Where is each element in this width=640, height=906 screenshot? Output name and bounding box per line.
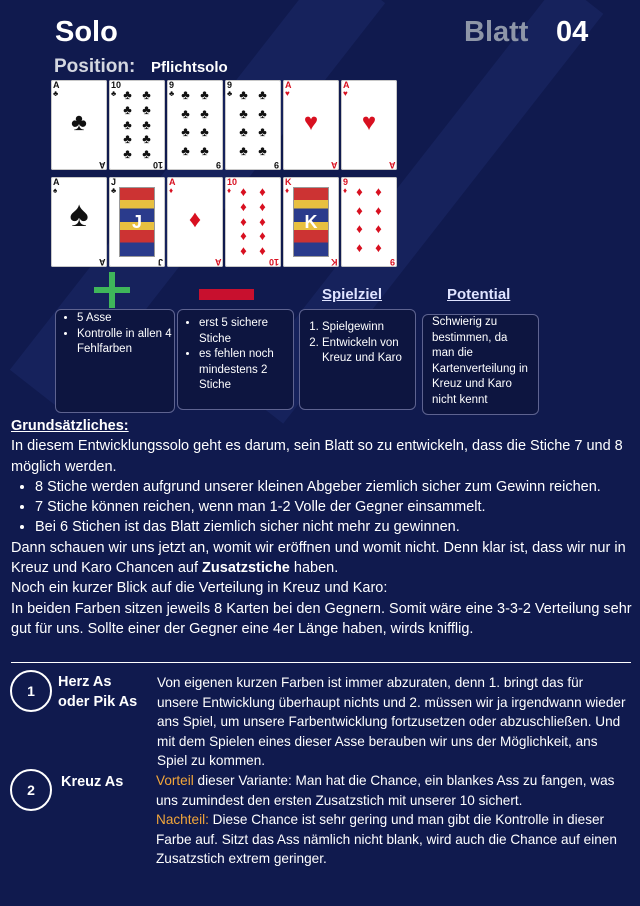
card-suit-icon: ♦: [227, 186, 232, 195]
card-suit-icon: ♣: [111, 89, 117, 98]
card-suit-icon: ♣: [239, 142, 248, 158]
card-suit-icon: ♦: [259, 228, 266, 244]
card-rank: A: [98, 257, 105, 267]
card-suit-icon: ♣: [258, 87, 267, 102]
card-rank: A: [285, 80, 292, 90]
card-suit-icon: ♥: [303, 109, 319, 136]
potential-heading: Potential: [447, 286, 511, 303]
option-text: Von eigenen kurzen Farben ist immer abzuraten, denn 1. bringt das für unsere Entwicklung überhaupt nichts und 2. müssen wir ja irgendwann wieder ans Spiel, um unsere Farbentwicklung fortzusetzen oder abzuschließen. Und mit dem Spielen eines dieser Asse berauben wir uns der Möglichkeit, ans Spiel zu kommen.: [157, 675, 626, 769]
card-rank: A: [98, 160, 105, 170]
card-suit-icon: ♣: [258, 142, 267, 158]
card-suit-icon: ♦: [240, 198, 247, 214]
card-rank: 10: [111, 80, 122, 90]
card-suit-icon: ♥: [343, 89, 348, 98]
page-title: Solo: [55, 16, 118, 48]
section-heading: Grundsätzliches:: [11, 418, 129, 434]
card-suit-icon: ♦: [356, 221, 363, 236]
card-rank: A: [53, 80, 60, 90]
minus-icon: [199, 289, 254, 300]
card-suit-icon: ♣: [181, 87, 190, 102]
card-suit-icon: ♣: [200, 124, 209, 139]
card-pips: [234, 185, 272, 259]
card-suit-icon: ♦: [240, 213, 247, 229]
playing-card: [109, 177, 165, 267]
card-suit-icon: ♣: [239, 124, 248, 139]
card-suit-icon: ♣: [111, 186, 117, 195]
card-rank: 9: [215, 160, 221, 170]
card-rank: 10: [152, 160, 163, 170]
card-suit-icon: ♠: [53, 186, 58, 195]
card-rank: K: [330, 257, 337, 267]
intro-paragraph: In diesem Entwicklungssolo geht es darum, sein Blatt so zu entwickeln, dass die Stiche 7 und 8 möglich werden.: [11, 438, 623, 475]
card-suit-icon: ♣: [200, 142, 209, 158]
card-rank: A: [330, 160, 337, 170]
card-suit-icon: ♣: [123, 131, 132, 147]
card-rank: 10: [227, 177, 238, 187]
card-rank: 10: [268, 257, 279, 267]
divider: [11, 662, 631, 663]
card-suit-icon: ♣: [142, 131, 151, 147]
plus-box: [55, 309, 175, 413]
card-suit-icon: ♦: [259, 198, 266, 214]
bullet-item: • 8 Stiche werden aufgrund unserer kleinen Abgeber ziemlich sicher zum Gewinn reichen.: [35, 477, 633, 497]
card-hand: [51, 80, 397, 270]
nachteil-label: Nachteil:: [156, 812, 209, 828]
card-suit-icon: ♦: [240, 243, 247, 259]
body-text: [11, 416, 633, 639]
position-value: Pflichtsolo: [151, 59, 228, 76]
card-suit-icon: ♣: [142, 101, 151, 117]
card-suit-icon: ♦: [188, 206, 202, 233]
card-suit-icon: ♣: [169, 89, 175, 98]
minus-item: • es fehlen noch mindestens 2 Stiche: [199, 347, 293, 394]
card-suit-icon: ♣: [123, 87, 132, 102]
card-suit-icon: ♣: [181, 105, 190, 121]
paragraph-text: haben.: [289, 560, 339, 577]
card-rank: A: [214, 257, 221, 267]
card-suit-icon: ♣: [200, 105, 209, 121]
potential-text: Schwierig zu bestimmen, da man die Kartenverteilung in Kreuz und Karo nicht kennt: [432, 316, 528, 406]
spielziel-box: [299, 309, 416, 410]
card-rank: 9: [343, 177, 349, 187]
card-pips: [234, 88, 272, 162]
card-pips: [118, 88, 156, 162]
bold-term: Zusatzstiche: [202, 560, 290, 577]
card-rank: 9: [389, 257, 395, 267]
plus-icon: [94, 272, 130, 308]
card-suit-icon: ♦: [343, 186, 348, 195]
card-suit-icon: ♣: [258, 124, 267, 139]
card-rank: J: [157, 257, 163, 267]
paragraph: Noch ein kurzer Blick auf die Verteilung in Kreuz und Karo:: [11, 580, 388, 597]
card-rank: 9: [227, 80, 233, 90]
card-rank: J: [111, 177, 117, 187]
paragraph: [11, 538, 633, 579]
playing-card: [51, 80, 107, 170]
card-suit-icon: ♣: [142, 116, 151, 132]
paragraph: In beiden Farben sitzen jeweils 8 Karten bei den Gegnern. Somit wäre eine 3-3-2 Verteilung sehr gut für uns. Sollte einer der Gegner eine 4er Länge haben, wirds knifflig.: [11, 600, 632, 637]
playing-card: [51, 177, 107, 267]
card-rank: A: [343, 80, 350, 90]
face-card-icon: K: [293, 187, 329, 257]
face-card-icon: J: [119, 187, 155, 257]
card-suit-icon: ♦: [240, 228, 247, 244]
card-rank: 9: [169, 80, 175, 90]
card-suit-icon: ♣: [123, 116, 132, 132]
card-suit-icon: ♣: [181, 142, 190, 158]
card-suit-icon: ♦: [259, 184, 266, 199]
card-suit-icon: ♥: [361, 109, 377, 136]
card-suit-icon: ♣: [123, 146, 132, 162]
spielziel-heading: Spielziel: [322, 286, 383, 303]
card-suit-icon: ♣: [239, 105, 248, 121]
playing-card: [283, 177, 339, 267]
card-suit-icon: ♣: [142, 87, 151, 102]
card-suit-icon: ♣: [123, 101, 132, 117]
card-pips: [176, 88, 214, 162]
card-suit-icon: ♣: [142, 146, 151, 162]
blatt-number: 04: [556, 16, 589, 48]
card-suit-icon: ♦: [375, 221, 382, 236]
card-suit-icon: ♣: [53, 89, 59, 98]
card-suit-icon: ♥: [285, 89, 290, 98]
playing-card: [225, 177, 281, 267]
card-rank: A: [53, 177, 60, 187]
card-suit-icon: ♣: [239, 87, 248, 102]
card-suit-icon: ♣: [200, 87, 209, 102]
playing-card: [167, 177, 223, 267]
paragraph-text: Dann schauen wir uns jetzt an, womit wir eröffnen und womit nicht. Denn klar ist, dass wir nur in Kreuz und Karo Chancen auf: [11, 539, 626, 577]
playing-card: [109, 80, 165, 170]
option-title: Kreuz As: [61, 774, 124, 790]
card-suit-icon: ♦: [356, 202, 363, 218]
card-suit-icon: ♦: [240, 184, 247, 199]
bullet-item: • 7 Stiche können reichen, wenn man 1-2 Volle der Gegner einsammelt.: [35, 497, 633, 517]
position-label: Position:: [54, 56, 136, 77]
card-suit-icon: ♠: [69, 193, 89, 234]
card-rank: 9: [273, 160, 279, 170]
plus-item: • Kontrolle in allen 4 Fehlfarben: [77, 327, 174, 358]
playing-card: [167, 80, 223, 170]
card-suit-icon: ♦: [356, 184, 363, 199]
option-number-circle: 1: [10, 670, 52, 712]
card-suit-icon: ♣: [181, 124, 190, 139]
card-suit-icon: ♦: [169, 186, 174, 195]
option-number-circle: 2: [10, 769, 52, 811]
playing-card: [283, 80, 339, 170]
card-suit-icon: ♦: [375, 184, 382, 199]
card-suit-icon: ♦: [259, 243, 266, 259]
plus-item: • 5 Asse: [77, 311, 174, 327]
playing-card: [341, 80, 397, 170]
playing-card: [225, 80, 281, 170]
option-text: Vorteil dieser Variante: Man hat die Chance, ein blankes Ass zu fangen, was uns zumindest den ersten Zusatzstich mit unserer 10 sichert. Nachteil: Diese Chance ist sehr gering und man gibt die Kontrolle in dieser Farbe auf. Sitzt das Ass nämlich nicht blank, wird auch die Chance auf einen Zusatzstich extrem geringer.: [156, 773, 617, 867]
card-suit-icon: ♦: [356, 239, 363, 255]
playing-card: [341, 177, 397, 267]
card-rank: K: [285, 177, 292, 187]
card-suit-icon: ♣: [71, 109, 87, 136]
minus-item: • erst 5 sichere Stiche: [199, 316, 293, 347]
card-suit-icon: ♦: [375, 239, 382, 255]
card-pips: [350, 185, 388, 259]
card-rank: A: [388, 160, 395, 170]
card-suit-icon: ♣: [258, 105, 267, 121]
spielziel-item: 2. Entwickeln von Kreuz und Karo: [322, 336, 415, 367]
card-suit-icon: ♦: [375, 202, 382, 218]
potential-box: [422, 314, 539, 415]
card-rank: A: [169, 177, 176, 187]
card-suit-icon: ♦: [259, 213, 266, 229]
bullet-item: • Bei 6 Stichen ist das Blatt ziemlich sicher nicht mehr zu gewinnen.: [35, 517, 633, 537]
vorteil-label: Vorteil: [156, 773, 194, 788]
card-suit-icon: ♣: [227, 89, 233, 98]
blatt-label: Blatt: [464, 16, 529, 48]
card-suit-icon: ♦: [285, 186, 290, 195]
option-title: Herz As oder Pik As: [58, 674, 138, 710]
spielziel-item: 1. Spielgewinn: [322, 320, 415, 336]
minus-box: [177, 309, 294, 410]
